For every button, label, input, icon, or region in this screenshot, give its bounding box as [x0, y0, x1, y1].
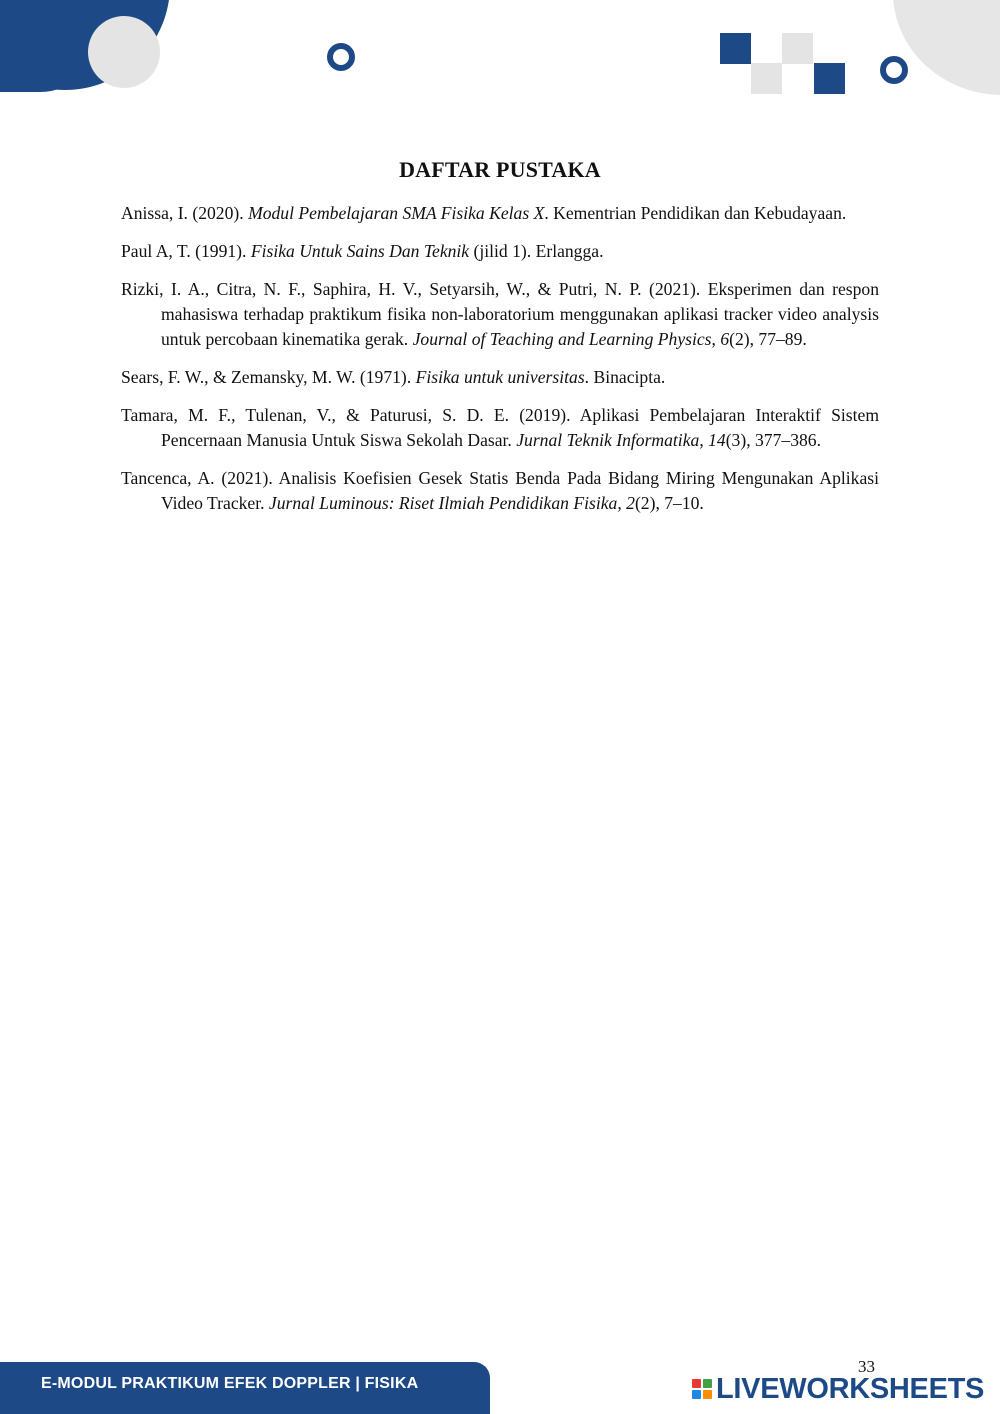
liveworksheets-logo[interactable] [692, 1374, 984, 1404]
reference-text: Paul A, T. (1991). [121, 241, 251, 261]
brand-icon-tile [703, 1390, 712, 1399]
reference-text: , [699, 430, 709, 450]
reference-title-italic: Fisika untuk universitas [415, 367, 585, 387]
reference-text: Tancenca, A. (2021). Analisis Koefisien Gesek Statis Benda Pada Bidang Miring Mengunakan Aplikasi Video Tracker. [121, 468, 879, 513]
footer-label: E-MODUL PRAKTIKUM EFEK DOPPLER | FISIKA [41, 1375, 419, 1392]
decor-square-grey [751, 63, 782, 94]
reference-title-italic: 6 [720, 329, 730, 349]
reference-title-italic: Journal of Teaching and Learning Physics [412, 329, 712, 349]
reference-text: . Binacipta. [584, 367, 666, 387]
reference-list [121, 201, 879, 529]
reference-entry [121, 239, 879, 264]
reference-text: Sears, F. W., & Zemansky, M. W. (1971). [121, 367, 416, 387]
reference-title-italic: 14 [708, 430, 726, 450]
brand-icon-tile [692, 1379, 701, 1388]
page-title: DAFTAR PUSTAKA [399, 157, 601, 182]
decor-square-blue [720, 33, 751, 64]
reference-title-italic: Jurnal Teknik Informatika [516, 430, 700, 450]
decor-grey-circle-top-right [893, 0, 1000, 95]
reference-title-italic: Jurnal Luminous: Riset Ilmiah Pendidikan Fisika [268, 493, 618, 513]
reference-title-italic: 2 [626, 493, 635, 513]
reference-text: (2), 77–89. [729, 329, 807, 349]
brand-icon-tile [692, 1390, 701, 1399]
reference-text: (2), 7–10. [634, 493, 704, 513]
reference-entry [121, 201, 879, 226]
reference-text: Anissa, I. (2020). [121, 203, 249, 223]
reference-entry [121, 365, 879, 390]
decor-ring-right [880, 56, 908, 84]
reference-text: (3), 377–386. [725, 430, 821, 450]
reference-entry [121, 277, 879, 352]
decor-ring-left [327, 43, 355, 71]
reference-title-italic: Fisika Untuk Sains Dan Teknik [250, 241, 470, 261]
reference-text: Rizki, I. A., Citra, N. F., Saphira, H. V., Setyarsih, W., & Putri, N. P. (2021). Eksperimen dan respon mahasiswa terhadap praktikum fisika non-laboratorium menggunakan aplikasi tracker video analysis untuk percobaan kinematika gerak. [121, 279, 879, 349]
decor-square-blue [814, 63, 845, 94]
reference-text: , [617, 493, 627, 513]
brand-icon-tile [703, 1379, 712, 1388]
reference-text: , [711, 329, 721, 349]
reference-text: . Kementrian Pendidikan dan Kebudayaan. [544, 203, 847, 223]
decor-grey-circle-top-left [88, 16, 160, 88]
reference-title-italic: Modul Pembelajaran SMA Fisika Kelas X [248, 203, 545, 223]
liveworksheets-wordmark: LIVEWORKSHEETS [716, 1372, 985, 1405]
reference-text: Tamara, M. F., Tulenan, V., & Paturusi, S. D. E. (2019). Aplikasi Pembelajaran Interaktif Sistem Pencernaan Manusia Untuk Siswa Sekolah Dasar. [121, 405, 879, 450]
reference-entry [121, 466, 879, 516]
reference-entry [121, 403, 879, 453]
page-number: 33 [858, 1357, 875, 1376]
liveworksheets-icon [692, 1379, 712, 1399]
decor-square-grey [782, 33, 813, 64]
reference-text: (jilid 1). Erlangga. [469, 241, 604, 261]
